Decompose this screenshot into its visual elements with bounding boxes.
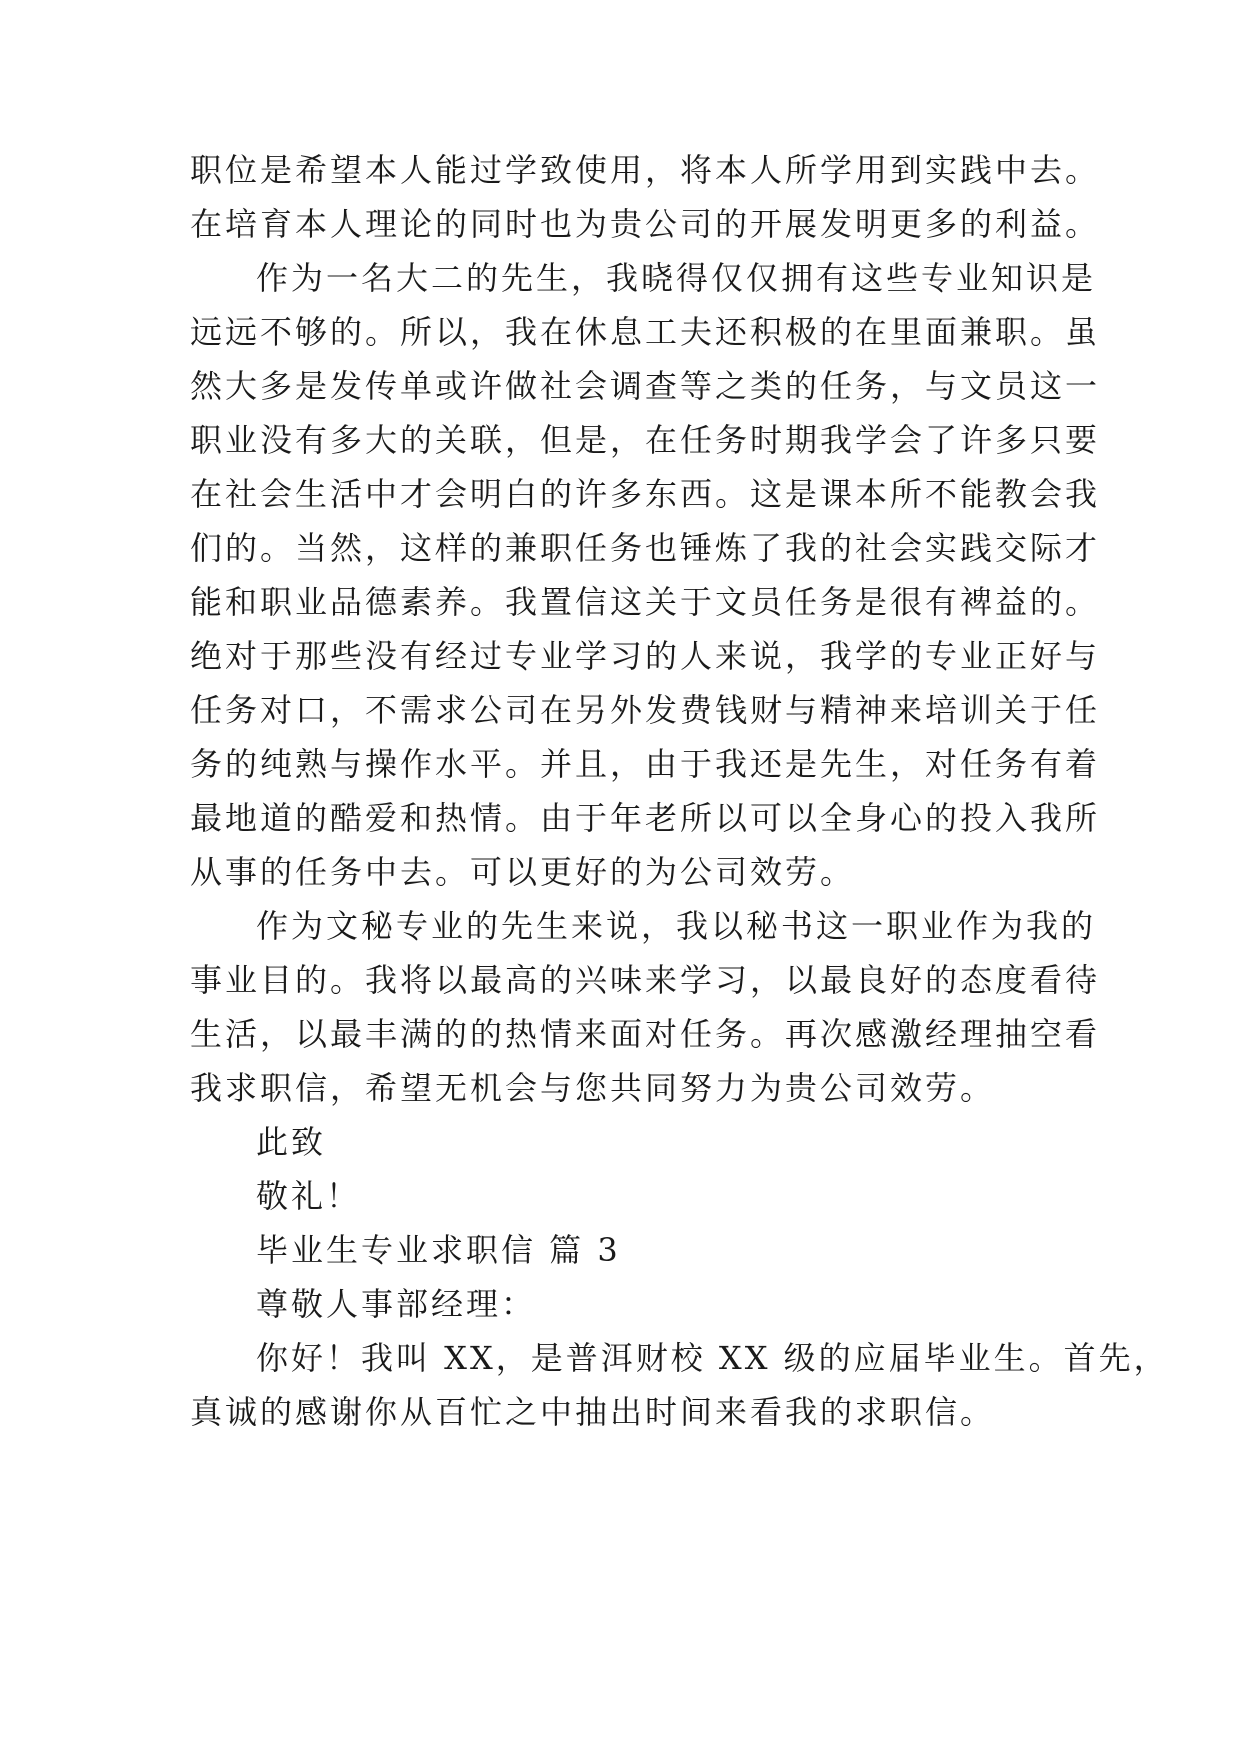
paragraph-start-line: 作为一名大二的先生，我晓得仅仅拥有这些专业知识是 bbox=[256, 259, 1097, 297]
text-line: 然大多是发传单或许做社会调查等之类的任务，与文员这一 bbox=[190, 367, 1101, 405]
text-line: 生活，以最丰满的的热情来面对任务。再次感激经理抽空看 bbox=[190, 1015, 1101, 1053]
paragraph-start-line: 作为文秘专业的先生来说，我以秘书这一职业作为我的 bbox=[256, 907, 1097, 945]
text-line: 绝对于那些没有经过专业学习的人来说，我学的专业正好与 bbox=[190, 637, 1101, 675]
section-heading: 毕业生专业求职信 篇 3 bbox=[256, 1231, 621, 1269]
text-line: 真诚的感谢你从百忙之中抽出时间来看我的求职信。 bbox=[190, 1393, 996, 1431]
text-line: 我求职信，希望无机会与您共同努力为贵公司效劳。 bbox=[190, 1069, 996, 1107]
closing-salutation: 敬礼！ bbox=[256, 1177, 362, 1215]
text-line: 务的纯熟与操作水平。并且，由于我还是先生，对任务有着 bbox=[190, 745, 1101, 783]
text-line: 职业没有多大的关联，但是，在任务时期我学会了许多只要 bbox=[190, 421, 1101, 459]
text-line: 们的。当然，这样的兼职任务也锤炼了我的社会实践交际才 bbox=[190, 529, 1101, 567]
text-line: 在社会生活中才会明白的许多东西。这是课本所不能教会我 bbox=[190, 475, 1101, 513]
text-line: 职位是希望本人能过学致使用，将本人所学用到实践中去。 bbox=[190, 151, 1101, 189]
text-line: 任务对口，不需求公司在另外发费钱财与精神来培训关于任 bbox=[190, 691, 1101, 729]
paragraph-start-line: 你好！我叫 XX，是普洱财校 XX 级的应届毕业生。首先， bbox=[256, 1339, 1169, 1377]
text-line: 从事的任务中去。可以更好的为公司效劳。 bbox=[190, 853, 856, 891]
text-line: 事业目的。我将以最高的兴味来学习，以最良好的态度看待 bbox=[190, 961, 1101, 999]
text-line: 远远不够的。所以，我在休息工夫还积极的在里面兼职。虽 bbox=[190, 313, 1101, 351]
text-line: 能和职业品德素养。我置信这关于文员任务是很有裨益的。 bbox=[190, 583, 1101, 621]
closing-line: 此致 bbox=[256, 1123, 327, 1161]
salutation-line: 尊敬人事部经理： bbox=[256, 1285, 537, 1323]
text-line: 在培育本人理论的同时也为贵公司的开展发明更多的利益。 bbox=[190, 205, 1101, 243]
text-line: 最地道的酷爱和热情。由于年老所以可以全身心的投入我所 bbox=[190, 799, 1101, 837]
